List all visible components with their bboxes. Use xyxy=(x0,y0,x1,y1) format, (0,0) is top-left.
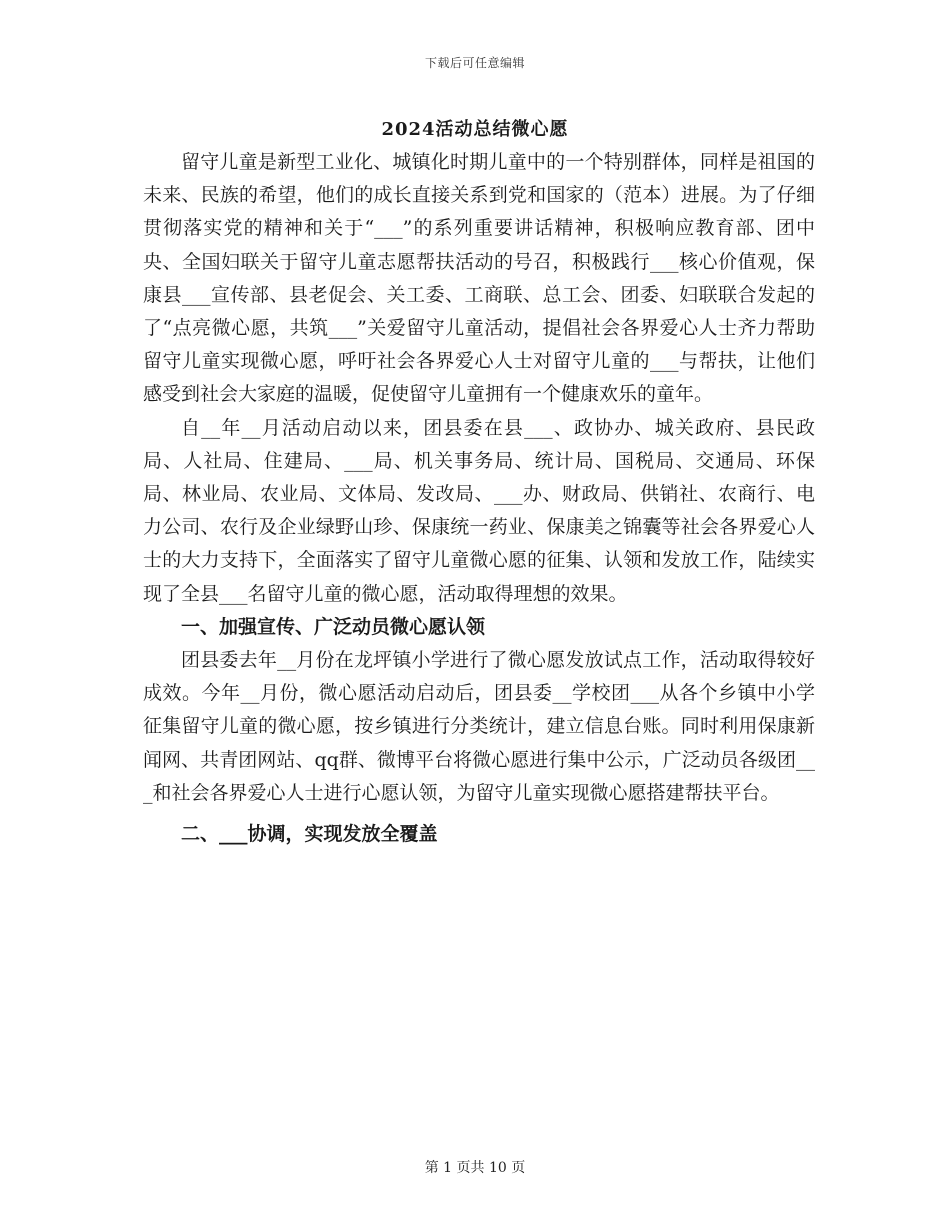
document-body xyxy=(143,146,815,851)
page-footer: 第 1 页共 10 页 xyxy=(424,1160,526,1176)
section-heading-1: 一、加强宣传、广泛动员微心愿认领 xyxy=(181,615,486,638)
header-note: 下载后可任意编辑 xyxy=(424,56,525,70)
section-heading-2: 二、___协调，实现发放全覆盖 xyxy=(181,823,438,846)
paragraph-section-1: 团县委去年__月份在龙坪镇小学进行了微心愿发放试点工作，活动取得较好成效。今年__月份，微心愿活动启动后，团县委__学校团___从各个乡镇中小学征集留守儿童的微心愿，按乡镇进行分类统计，建立信息台账。同时利用保康新闻网、共青团网站、qq群、微博平台将微心愿进行集中公示，广泛动员各级团___和社会各界爱心人士进行心愿认领，为留守儿童实现微心愿搭建帮扶平台。 xyxy=(143,649,815,804)
paragraph-activity: 自__年__月活动启动以来，团县委在县___、政协办、城关政府、县民政局、人社局、住建局、___局、机关事务局、统计局、国税局、交通局、环保局、林业局、农业局、文体局、发改局、___办、财政局、供销社、农商行、电力公司、农行及企业绿野山珍、保康统一药业、保康美之锦囊等社会各界爱心人士的大力支持下，全面落实了留守儿童微心愿的征集、认领和发放工作，陆续实现了全县___名留守儿童的微心愿，活动取得理想的效果。 xyxy=(143,416,815,605)
paragraph-intro: 留守儿童是新型工业化、城镇化时期儿童中的一个特别群体，同样是祖国的未来、民族的希望，他们的成长直接关系到党和国家的（范本）进展。为了仔细贯彻落实党的精神和关于“___”的系列重要讲话精神，积极响应教育部、团中央、全国妇联关于留守儿童志愿帮扶活动的号召，积极践行___核心价值观，保康县___宣传部、县老促会、关工委、工商联、总工会、团委、妇联联合发起的了“点亮微心愿，共筑___”关爱留守儿童活动，提倡社会各界爱心人士齐力帮助留守儿童实现微心愿，呼吁社会各界爱心人士对留守儿童的___与帮扶，让他们感受到社会大家庭的温暖，促使留守儿童拥有一个健康欢乐的童年。 xyxy=(143,151,815,406)
document-title: 2024活动总结微心愿 xyxy=(381,119,569,140)
